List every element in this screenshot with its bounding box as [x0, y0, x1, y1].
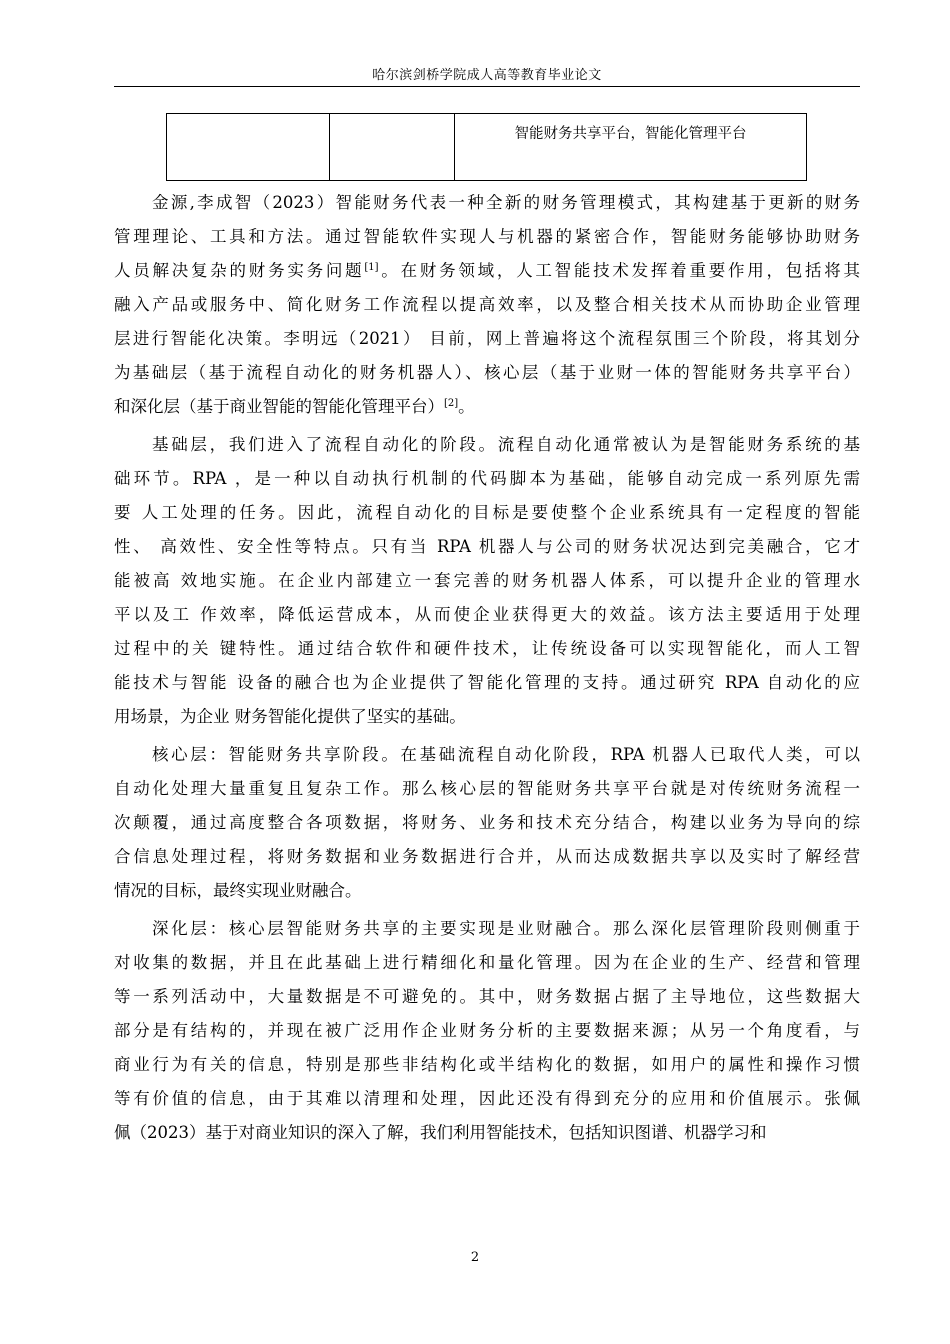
paragraph-line: 自动化处理大量重复且复杂工作。那么核心层的智能财务共享平台就是对传统财务流程一	[114, 779, 860, 798]
paragraph-line: 性、 高效性、安全性等特点。只有当 RPA 机器人与公司的财务状况达到完美融合，它才	[114, 537, 860, 556]
paragraph-line: 等一系列活动中，大量数据是不可避免的。其中，财务数据占据了主导地位，这些数据大	[114, 987, 860, 1006]
citation-ref: [2]	[444, 398, 459, 409]
paragraph-line: 次颠覆，通过高度整合各项数据，将财务、业务和技术充分结合，构建以业务为导向的综	[114, 813, 860, 832]
paragraph-line: 情况的目标，最终实现业财融合。	[114, 881, 362, 900]
paragraph-line: 佩（2023）基于对商业知识的深入了解，我们利用智能技术，包括知识图谱、机器学习和	[114, 1123, 767, 1142]
body-text	[114, 186, 860, 1150]
paragraph	[114, 912, 860, 1150]
table-row	[167, 114, 807, 181]
paragraph-line: 合信息处理过程，将财务数据和业务数据进行合并，从而达成数据共享以及实时了解经营	[114, 847, 860, 866]
paragraph-line: 用场景，为企业 财务智能化提供了坚实的基础。	[114, 707, 466, 726]
paragraph-line: 核心层：智能财务共享阶段。在基础流程自动化阶段，RPA 机器人已取代人类，可以	[152, 745, 860, 764]
table-cell: 智能财务共享平台，智能化管理平台	[455, 114, 807, 181]
paragraph-line: 深化层：核心层智能财务共享的主要实现是业财融合。那么深化层管理阶段则侧重于	[152, 919, 860, 938]
paragraph-line	[114, 254, 860, 288]
paragraph-line: 要 人工处理的任务。因此，流程自动化的目标是要使整个企业系统具有一定程度的智能	[114, 503, 860, 522]
paragraph-line: 部分是有结构的，并现在被广泛用作企业财务分析的主要数据来源；从另一个角度看，与	[114, 1021, 860, 1040]
paragraph-line: 对收集的数据，并且在此基础上进行精细化和量化管理。因为在企业的生产、经营和管理	[114, 953, 860, 972]
table-cell	[167, 114, 330, 181]
header-rule	[114, 86, 860, 87]
paragraph-line: 能技术与智能 设备的融合也为企业提供了智能化管理的支持。通过研究 RPA 自动化的应	[114, 673, 860, 692]
header-title: 哈尔滨剑桥学院成人高等教育毕业论文	[372, 68, 602, 83]
paragraph-line: 商业行为有关的信息，特别是那些非结构化或半结构化的数据，如用户的属性和操作习惯	[114, 1055, 860, 1074]
paragraph-line: 平以及工 作效率，降低运营成本，从而使企业获得更大的效益。该方法主要适用于处理	[114, 605, 860, 624]
citation-ref: [1]	[364, 262, 379, 273]
paragraph-line: 融入产品或服务中、简化财务工作流程以提高效率，以及整合相关技术从而协助企业管理	[114, 295, 860, 314]
page-number: 2	[470, 1250, 480, 1265]
text-segment: 。在财务领域，人工智能技术发挥着重要作用，包括将其	[378, 261, 861, 280]
paragraph	[114, 738, 860, 908]
paragraph-line: 管理理论、工具和方法。通过智能软件实现人与机器的紧密合作，智能财务能够协助财务	[114, 227, 860, 246]
paragraph-line: 层进行智能化决策。李明远（2021） 目前，网上普遍将这个流程氛围三个阶段，将其划分	[114, 329, 860, 348]
text-segment: 人员解决复杂的财务实务问题	[114, 261, 365, 280]
text-segment: 和深化层（基于商业智能的智能化管理平台）	[114, 397, 444, 416]
table-fragment	[166, 113, 807, 181]
paragraph-line: 基础层，我们进入了流程自动化的阶段。流程自动化通常被认为是智能财务系统的基	[152, 435, 860, 454]
paragraph-line	[114, 390, 860, 424]
text-segment: 。	[458, 397, 475, 416]
paragraph-line: 金源,李成智（2023）智能财务代表一种全新的财务管理模式，其构建基于更新的财务	[152, 193, 860, 212]
paragraph-line: 等有价值的信息，由于其难以清理和处理，因此还没有得到充分的应用和价值展示。张佩	[114, 1089, 860, 1108]
paragraph	[114, 428, 860, 734]
paragraph	[114, 186, 860, 424]
paragraph-line: 为基础层（基于流程自动化的财务机器人）、核心层（基于业财一体的智能财务共享平台）	[114, 363, 860, 382]
table-cell	[330, 114, 455, 181]
paragraph-line: 础环节。RPA ，是一种以自动执行机制的代码脚本为基础，能够自动完成一系列原先需	[114, 469, 860, 488]
paragraph-line: 能被高 效地实施。在企业内部建立一套完善的财务机器人体系，可以提升企业的管理水	[114, 571, 860, 590]
paragraph-line: 过程中的关 键特性。通过结合软件和硬件技术，让传统设备可以实现智能化，而人工智	[114, 639, 860, 658]
